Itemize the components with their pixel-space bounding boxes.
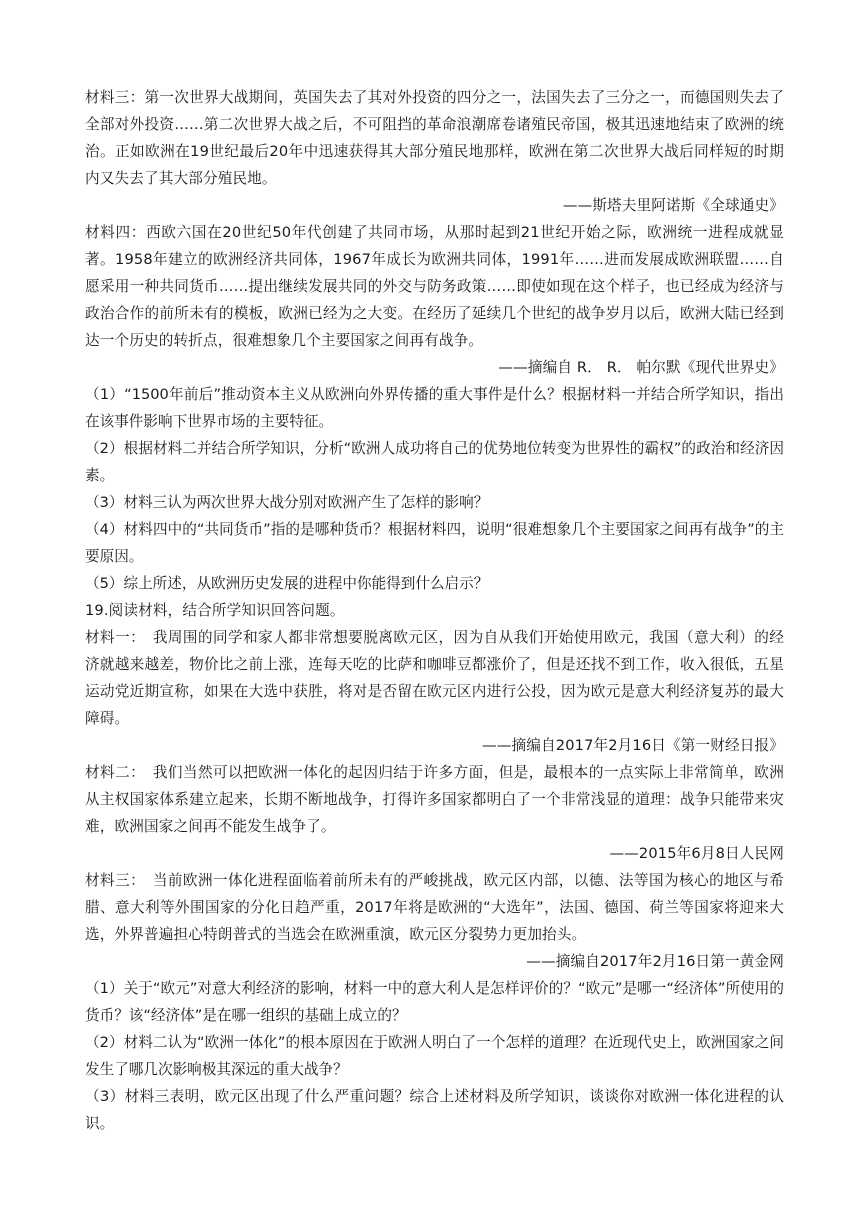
material-three-text: 材料三：第一次世界大战期间，英国失去了其对外投资的四分之一，法国失去了三分之一，而德国则失去了全部对外投资……第二次世界大战之后，不可阻挡的革命浪潮席卷诸殖民帝国，极其迅速地结束了欧洲的统治。正如欧洲在19世纪最后20年中迅速获得其大部分殖民地那样，欧洲在第二次世界大战后同样短的时期内又失去了其大部分殖民地。: [85, 89, 784, 187]
question-4: （4）材料四中的“共同货币”指的是哪种货币？根据材料四，说明“很难想象几个主要国家之间再有战争”的主要原因。: [85, 521, 784, 565]
q19-material-three-source: ——摘编自2017年2月16日第一黄金网: [526, 953, 784, 970]
question-19-heading: 19.阅读材料，结合所学知识回答问题。: [85, 602, 345, 619]
material-three-source: ——斯塔夫里阿诺斯《全球通史》: [562, 197, 784, 214]
question-5: （5）综上所述，从欧洲历史发展的进程中你能得到什么启示？: [85, 575, 489, 592]
question-3: （3）材料三认为两次世界大战分别对欧洲产生了怎样的影响？: [85, 494, 489, 511]
q19-material-two-source: ——2015年6月8日人民网: [609, 845, 784, 862]
q19-material-two-text: 材料二： 我们当然可以把欧洲一体化的起因归结于许多方面，但是，最根本的一点实际上非常简单，欧洲从主权国家体系建立起来，长期不断地战争，打得许多国家都明白了一个非常浅显的道理：战争只能带来灾难，欧洲国家之间再不能发生战争了。: [85, 764, 784, 835]
q19-material-three-text: 材料三： 当前欧洲一体化进程面临着前所未有的严峻挑战，欧元区内部，以德、法等国为核心的地区与希腊、意大利等外围国家的分化日趋严重，2017年将是欧洲的“大选年”，法国、德国、荷兰等国家将迎来大选，外界普遍担心特朗普式的当选会在欧洲重演，欧元区分裂势力更加抬头。: [85, 872, 784, 943]
q19-question-1: （1）关于“欧元”对意大利经济的影响，材料一中的意大利人是怎样评价的？“欧元”是哪一“经济体”所使用的货币？该“经济体”是在哪一组织的基础上成立的？: [85, 980, 784, 1024]
material-four-text: 材料四：西欧六国在20世纪50年代创建了共同市场，从那时起到21世纪开始之际，欧洲统一进程成就显著。1958年建立的欧洲经济共同体，1967年成长为欧洲共同体，1991年……进而发展成欧洲联盟……自愿采用一种共同货币……提出继续发展共同的外交与防务政策……即使如现在这个样子，也已经成为经济与政治合作的前所未有的模板，欧洲已经为之大变。在经历了延续几个世纪的战争岁月以后，欧洲大陆已经到达一个历史的转折点，很难想象几个主要国家之间再有战争。: [85, 224, 784, 349]
q19-question-3: （3）材料三表明，欧元区出现了什么严重问题？综合上述材料及所学知识，谈谈你对欧洲一体化进程的认识。: [85, 1088, 784, 1132]
q19-material-one-source: ——摘编自2017年2月16日《第一财经日报》: [482, 737, 784, 754]
q19-material-one-text: 材料一： 我周围的同学和家人都非常想要脱离欧元区，因为自从我们开始使用欧元，我国（意大利）的经济就越来越差，物价比之前上涨，连每天吃的比萨和咖啡豆都涨价了，但是还找不到工作，收入很低，五星运动党近期宣称，如果在大选中获胜，将对是否留在欧元区内进行公投，因为欧元是意大利经济复苏的最大障碍。: [85, 629, 784, 727]
question-1: （1）“1500年前后”推动资本主义从欧洲向外界传播的重大事件是什么？根据材料一并结合所学知识，指出在该事件影响下世界市场的主要特征。: [85, 386, 784, 430]
question-2: （2）根据材料二并结合所学知识，分析“欧洲人成功将自己的优势地位转变为世界性的霸权”的政治和经济因素。: [85, 440, 784, 484]
q19-question-2: （2）材料二认为“欧洲一体化”的根本原因在于欧洲人明白了一个怎样的道理？在近现代史上，欧洲国家之间发生了哪几次影响极其深远的重大战争？: [85, 1034, 784, 1078]
material-four-source: ——摘编自 R． R． 帕尔默《现代世界史》: [498, 359, 784, 376]
